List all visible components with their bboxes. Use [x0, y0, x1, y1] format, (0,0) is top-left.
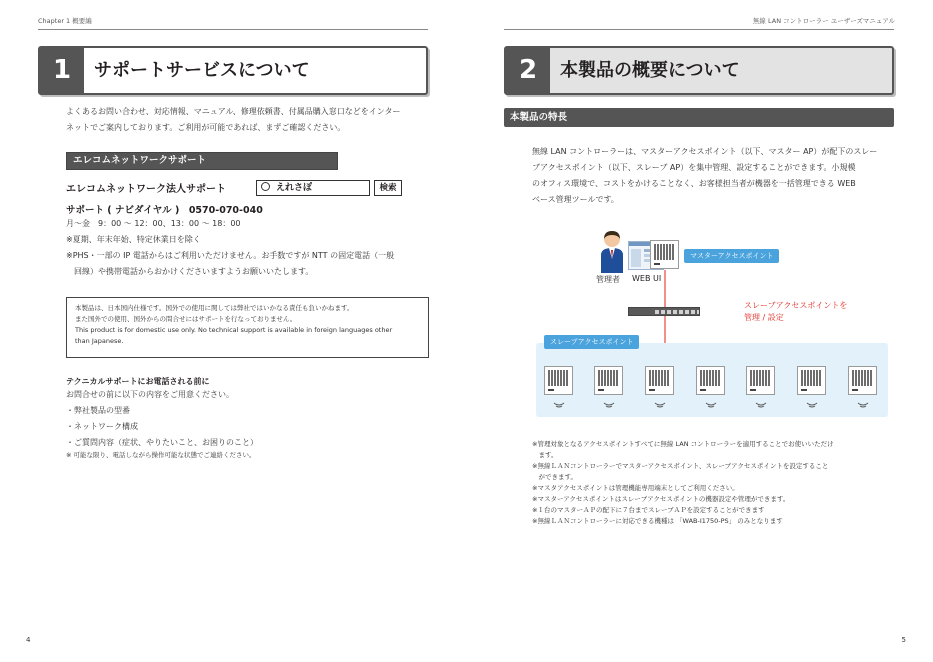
notice-line: than Japanese.	[75, 337, 124, 345]
diagram-notes	[532, 439, 904, 527]
intro-line: ネットでご案内しております。ご利用が可能であれば、まずご確認ください。	[66, 123, 346, 132]
diagram-note: ます。	[532, 451, 558, 459]
wifi-signal-icon	[856, 400, 870, 410]
wifi-signal-icon	[704, 400, 718, 410]
wifi-signal-icon	[552, 400, 566, 410]
page-number-left: 4	[26, 636, 31, 644]
header-rule-left	[38, 29, 428, 30]
corporate-support-title: エレコムネットワーク法人サポート	[66, 184, 226, 195]
support-note: ※夏期、年末年始、特定休業日を除く	[66, 235, 201, 244]
support-hours: 月～金 9：00 ～ 12：00、13：00 ～ 18：00	[66, 219, 241, 228]
master-ap-label: マスターアクセスポイント	[684, 249, 779, 263]
overview-line: のオフィス環境で、コストをかけることなく、お客様担当者が機器を一括管理できる WEB	[532, 179, 856, 188]
running-head-right: 無線 LAN コントローラー ユーザーズマニュアル	[752, 17, 895, 25]
slave-ap-icon	[797, 366, 826, 395]
slave-ap-label: スレーブアクセスポイント	[544, 335, 639, 349]
slave-management-line: スレーブアクセスポイントを	[744, 301, 848, 310]
wifi-signal-icon	[805, 400, 819, 410]
search-value: えれさぽ	[276, 183, 313, 193]
support-note: 回線）や携帯電話からおかけくださいますようお願いいたします。	[66, 267, 314, 276]
tech-item: ・弊社製品の型番	[66, 406, 130, 415]
search-box[interactable]	[256, 180, 370, 196]
slave-ap-icon	[696, 366, 725, 395]
chapter-number: 2	[506, 48, 550, 93]
slave-ap-icon	[594, 366, 623, 395]
diagram-note: ※無線ＬＡＮコントローラーに対応できる機種は 「WAB-I1750-PS」 のみとなります	[532, 517, 783, 525]
notice-line: また国外での使用、国外からの問合せにはサポートを行なっておりません。	[75, 315, 297, 323]
page-number-right: 5	[901, 636, 906, 644]
intro-line: よくあるお問い合わせ、対応情報、マニュアル、修理依頼書、付属品購入窓口などをインター	[66, 107, 401, 116]
features-section-bar: 本製品の特長	[504, 108, 894, 127]
support-section-bar: エレコムネットワークサポート	[66, 152, 338, 170]
intro-paragraph	[66, 104, 438, 136]
chapter-1-heading	[38, 46, 428, 95]
tech-intro: お問合せの前に以下の内容をご用意ください。	[66, 390, 234, 399]
search-button[interactable]: 検索	[374, 180, 402, 196]
diagram-note: ※管理対象となるアクセスポイントすべてに無線 LAN コントローラーを適用することでお使いいただけ	[532, 440, 834, 448]
wifi-signal-icon	[602, 400, 616, 410]
overview-line: ブアクセスポイント（以下、スレーブ AP）を集中管理、設定することができます。小規模	[532, 163, 856, 172]
tech-support-heading: テクニカルサポートにお電話される前に	[66, 377, 210, 386]
diagram-note: ※マスタアクセスポイントは管理機能専用端末としてご利用ください。	[532, 484, 739, 492]
tech-item: ・ネットワーク構成	[66, 422, 138, 431]
running-head-left: Chapter 1 概要編	[38, 17, 92, 25]
support-details	[66, 216, 438, 280]
overview-line: ベース管理ツールです。	[532, 195, 619, 204]
support-note: ※PHS・一部の IP 電話からはご利用いただけません。お手数ですが NTT の固定電話（一般	[66, 251, 395, 260]
slave-management-line: 管理 / 設定	[744, 313, 784, 322]
header-rule-right	[504, 29, 894, 30]
domestic-use-notice	[66, 297, 429, 358]
search-icon	[261, 182, 270, 191]
left-page	[0, 0, 466, 662]
chapter-number: 1	[40, 48, 84, 93]
overview-paragraph	[532, 144, 904, 208]
notice-line: This product is for domestic use only. No technical support is available in foreign languages other	[75, 326, 393, 334]
tech-support-list	[66, 387, 438, 451]
slave-ap-icon	[544, 366, 573, 395]
diagram-note: ※１台のマスターＡＰの配下に７台までスレーブＡＰを設定することができます	[532, 506, 765, 514]
overview-line: 無線 LAN コントローラーは、マスターアクセスポイント（以下、マスター AP）が配下のスレー	[532, 147, 878, 156]
wifi-signal-icon	[653, 400, 667, 410]
tech-item: ・ご質問内容（症状、やりたいこと、お困りのこと）	[66, 438, 258, 447]
chapter-title: サポートサービスについて	[94, 60, 310, 81]
notice-line: 本製品は、日本国内仕様です。国外での使用に関しては弊社ではいかなる責任も負いかねます。	[75, 304, 354, 312]
web-ui-label: WEB UI	[632, 274, 662, 283]
administrator-label: 管理者	[596, 275, 620, 284]
diagram-note: ができます。	[532, 473, 577, 481]
diagram-note: ※無線ＬＡＮコントローラーでマスターアクセスポイント、スレーブアクセスポイントを設定すること	[532, 462, 829, 470]
chapter-title: 本製品の概要について	[560, 60, 740, 81]
support-phone: サポート ( ナビダイヤル ) 0570-070-040	[66, 205, 263, 216]
wifi-signal-icon	[754, 400, 768, 410]
network-diagram	[532, 224, 888, 424]
slave-ap-icon	[645, 366, 674, 395]
tech-support-note: ※ 可能な限り、電話しながら操作可能な状態でご連絡ください。	[66, 451, 256, 459]
slave-management-label	[744, 300, 847, 324]
diagram-note: ※マスターアクセスポイントはスレーブアクセスポイントの機器設定や管理ができます。	[532, 495, 790, 503]
slave-ap-icon	[746, 366, 775, 395]
right-page	[466, 0, 933, 662]
chapter-2-heading	[504, 46, 894, 95]
slave-ap-icon	[848, 366, 877, 395]
